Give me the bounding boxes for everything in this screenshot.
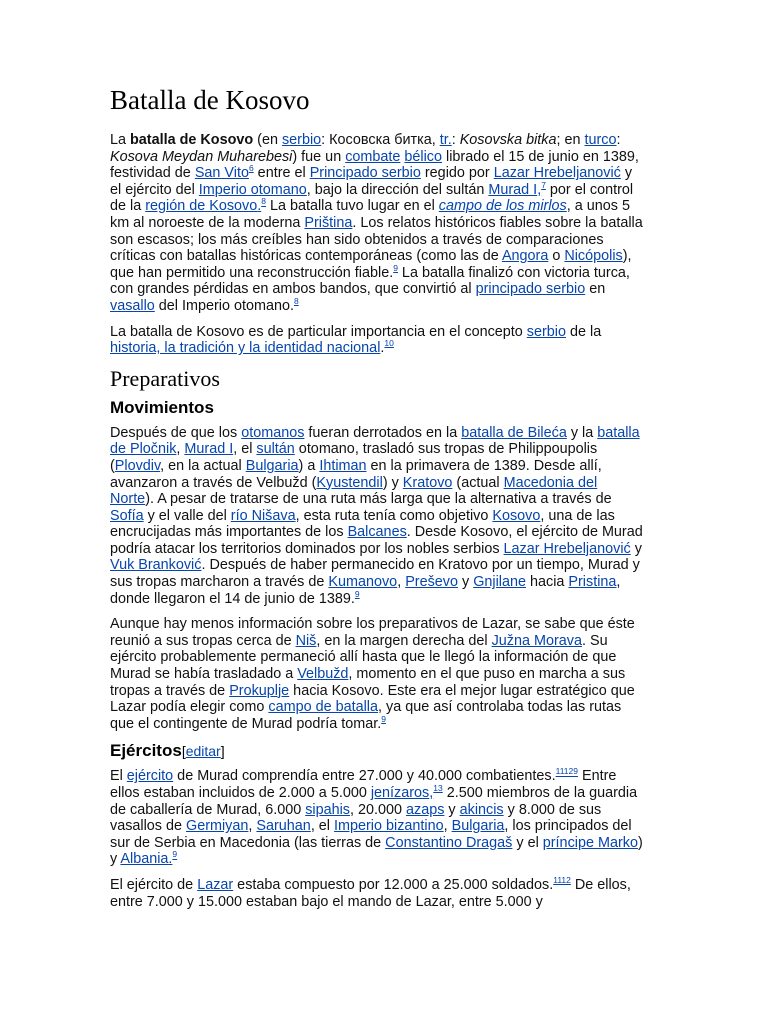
text-run: La batalla de Kosovo es de particular importancia en el concepto [110,323,527,340]
edit-link[interactable]: editar [185,743,221,760]
text-run: y el ejército del [110,165,633,198]
text-run: La batalla tuvo lugar en el [265,198,439,215]
wiki-link[interactable]: Bulgaria [245,457,299,474]
text-run: ) fue un [292,148,346,165]
wiki-link[interactable]: bélico [404,148,443,165]
wiki-link[interactable]: Niš [295,632,317,649]
reference-link[interactable]: 6 [248,163,254,174]
bold-text: batalla de Kosovo [130,132,254,148]
reference-link[interactable]: 13 [433,783,443,794]
text-run: librado el 15 de junio en 1389, festividad de [110,148,639,182]
movimientos-paragraph-2 [110,616,644,732]
wiki-link[interactable]: Prokuplje [229,682,290,699]
text-run: (actual [452,474,504,491]
wiki-link[interactable]: río Nišava [230,507,296,524]
italic-text: Kosovska bitka [459,132,557,148]
text-run: por el control de la [110,181,634,215]
text-run: , una de las encrucijadas más importantes de los [110,507,615,541]
wiki-link[interactable]: Velbužd [297,666,349,683]
wiki-link[interactable]: Saruhan [256,818,311,835]
text-run: de Murad comprendía entre 27.000 y 40.000 combatientes. [173,768,556,785]
text-run: La [110,132,131,148]
text-run: . Los relatos históricos fiables sobre la batalla son escasos; los más creíbles han sido obtenidos a través de comparaciones críticas con batallas históricas contemporáneas (como las de [110,214,643,265]
italic-text: Kosova Meydan Muharebesi [110,148,293,165]
reference-sup [384,338,393,348]
text-run: , [176,441,185,458]
wiki-link[interactable]: tr. [439,132,452,148]
wiki-link[interactable]: azaps [406,801,445,818]
wiki-link[interactable]: . [168,851,173,868]
wiki-link[interactable]: Imperio otomano [198,181,307,198]
text-run: . Su ejército probablemente permaneció allí hasta que le llegó la información de que Murad se había trasladado a [110,632,617,683]
reference-link[interactable]: 9 [172,849,178,860]
text-run: De ellos, entre 7.000 y 15.000 estaban bajo el mando de Lazar, entre 5.000 y [110,876,631,910]
page-title: Batalla de Kosovo [110,85,310,115]
article-content [110,84,644,919]
wiki-link[interactable]: Kratovo [402,474,453,491]
text-run: hacia [526,574,569,591]
text-run: : Косовска битка, [321,132,440,148]
wiki-link[interactable]: vasallo [110,297,155,314]
wiki-link[interactable]: Kosovo [492,507,541,524]
wiki-link[interactable]: jenízaros [370,785,430,801]
text-run: y el valle del [143,507,231,524]
reference-link[interactable]: 9 [381,714,386,725]
movimientos-paragraph-1 [110,425,644,608]
intro-paragraph-2 [110,324,644,357]
reference-sup [553,875,571,885]
text-run: estaba compuesto por 12.000 a 25.000 soldados. [233,876,554,893]
wiki-link[interactable]: Albania [120,851,169,868]
wiki-link[interactable]: serbio [526,323,566,340]
text-run: 2.500 miembros de la guardia de caballería de Murad, 6.000 [110,785,638,818]
wiki-link[interactable]: Imperio bizantino [334,818,444,835]
intro-paragraph-1 [110,132,644,315]
text-run: ) y [382,474,403,491]
wiki-link[interactable]: akincis [459,801,504,818]
text-run: , en la actual [160,457,246,474]
text-run: del Imperio otomano. [154,297,294,314]
text-run: regido por [420,165,494,182]
wiki-link[interactable]: Bulgaria [451,818,505,835]
wiki-link[interactable]: región de Kosovo [145,198,258,215]
section-heading-movimientos: Movimientos [110,397,214,417]
text-run: fueran derrotados en la [304,424,462,441]
text-run: y [630,540,642,557]
wiki-link[interactable]: Angora [501,248,549,265]
reference-sup [355,589,360,599]
text-run: , los principados del sur de Serbia en Macedonia (las tierras de [110,818,632,851]
reference-sup [381,714,386,724]
text-run: y [444,801,460,818]
text-run: , [397,574,406,591]
wiki-link[interactable]: príncipe Marko [542,834,638,851]
reference-link[interactable]: 9 [354,588,360,599]
wiki-link[interactable]: Murad I [184,441,234,458]
text-run: , el [310,818,335,835]
wiki-link[interactable]: Principado serbio [309,165,421,182]
text-run: El ejército de [110,876,198,893]
text-run: El [110,768,127,785]
wiki-link[interactable]: otomanos [241,424,305,441]
text-run: y 8.000 de sus vasallos de [110,801,602,835]
text-run: , 20.000 [350,801,407,818]
reference-link[interactable]: 10 [384,338,394,349]
text-run: (en [253,132,282,148]
reference-sup [433,783,442,793]
section-heading-preparativos: Preparativos [110,365,220,391]
edit-section: [editar] [181,743,225,760]
ejercitos-paragraph-2 [110,877,644,910]
text-run: , el [233,441,257,458]
text-run: : [451,132,460,148]
text-run: y la [566,424,598,441]
wiki-link[interactable]: principado serbio [475,281,586,298]
text-run: , [443,818,452,835]
text-run: ), que han permitido una reconstrucción fiable. [110,248,632,281]
text-run: y [457,574,474,591]
reference-sup [172,850,177,860]
wiki-link[interactable]: Nicópolis [564,248,623,265]
wiki-link[interactable]: Constantino Dragaš [385,834,513,851]
text-run: Entre ellos estaban incluidos de 2.000 a 5.000 [110,768,617,801]
reference-link[interactable]: 9 [393,262,398,273]
text-run: , donde llegaron el 14 de junio de 1389. [110,574,621,607]
reference-link[interactable]: 7 [541,179,546,190]
wiki-link[interactable]: historia, la tradición y la identidad nacional [110,340,381,357]
wiki-link[interactable]: campo de batalla [268,699,378,716]
text-run: entre el [253,165,310,182]
text-run: ) a [298,457,320,474]
text-run: o [548,248,565,265]
wiki-link[interactable]: combate [345,148,401,165]
text-run: , bajo la dirección del sultán [306,181,489,198]
text-run: Aunque hay menos información sobre los preparativos de Lazar, se sabe que éste reunió a sus tropas cerca de [110,616,635,649]
section-heading-ejercitos [110,741,644,761]
wiki-link[interactable]: Priština [304,214,353,231]
reference-sup [294,296,299,306]
wiki-link[interactable]: Germiyan [186,818,249,835]
wiki-link[interactable]: Macedonia del Norte [110,474,598,508]
wiki-link[interactable]: , [537,181,542,198]
text-run: ) y [110,834,643,868]
text-run: . [380,340,385,357]
wiki-link[interactable]: Kyustendil [316,474,383,491]
text-run: en la primavera de 1389. Desde allí, avanzaron a través de Velbužd ( [110,457,602,491]
wiki-link[interactable]: sipahis [305,801,350,818]
text-run: , a unos 5 km al noroeste de la moderna [110,198,630,231]
reference-link[interactable]: 8 [261,196,266,207]
wiki-link[interactable]: Sofía [110,507,144,524]
reference-link[interactable]: 1112 [553,875,571,886]
wiki-link[interactable]: serbio [281,132,322,148]
reference-link[interactable]: 11129 [555,766,578,777]
wiki-link[interactable]: Plovdiv [114,457,161,474]
wiki-link[interactable]: Murad I [488,181,538,198]
text-run: . Después de haber permanecido en Kratovo por un tiempo, Murad y sus tropas marcharon a través de [110,557,640,591]
wiki-link[interactable]: sultán [256,441,295,458]
ejercitos-title: Ejércitos [110,741,182,761]
wiki-link[interactable]: Kumanovo [328,574,398,591]
wiki-link[interactable]: Preševo [405,574,458,591]
wiki-link[interactable]: Vuk Branković [110,557,202,574]
wiki-link[interactable]: Ihtiman [319,457,367,474]
wiki-link[interactable]: campo de los mirlos [438,198,567,215]
wiki-link[interactable]: Lazar [197,876,234,893]
wiki-link[interactable]: Lazar Hrebeljanović [503,540,631,557]
text-run: , momento en el que puso en marcha a sus tropas a través de [110,666,626,699]
text-run: , [248,818,257,835]
text-run: en [585,281,606,298]
text-run: hacia Kosovo. Este era el mejor lugar estratégico que Lazar podía elegir como [110,682,635,716]
wiki-link[interactable]: ejército [126,768,174,785]
wiki-link[interactable]: Južna Morava [491,632,582,649]
text-run: , ya que así controlaba todas las rutas que el contingente de Murad podría tomar. [110,699,622,732]
wiki-link[interactable]: . [257,198,262,215]
wiki-link[interactable]: Lazar Hrebeljanović [493,165,621,182]
wiki-link[interactable]: Balcanes [347,524,407,541]
reference-link[interactable]: 8 [293,296,299,307]
wiki-link[interactable]: Pristina [568,574,617,591]
text-run: Después de que los [110,424,242,441]
text-run: , esta ruta tenía como objetivo [295,507,493,524]
text-run: ; en [556,132,585,148]
text-run: otomano, trasladó sus tropas de Philippoupolis ( [110,441,598,474]
text-run: La batalla finalizó con victoria turca, con grandes pérdidas en ambos bandos, que convirtió al [110,264,630,298]
text-run: y el [512,834,543,851]
wiki-link[interactable]: , [429,785,434,801]
wiki-link[interactable]: batalla de Pločnik [110,424,640,458]
text-run: ). A pesar de tratarse de una ruta más larga que la alternativa a través de [145,491,612,508]
text-run: , en la margen derecha del [316,632,492,649]
wiki-link[interactable]: San Vito [194,165,249,182]
ejercitos-paragraph-1 [110,768,644,868]
text-run: . Desde Kosovo, el ejército de Murad podría atacar los territorios dominados por los nobles serbios [110,524,643,557]
reference-sup [556,767,578,777]
wiki-link[interactable]: turco [584,132,617,148]
wiki-link[interactable]: batalla de Bileća [461,424,567,441]
text-run: : [616,132,621,148]
wiki-link[interactable]: Gnjilane [473,574,526,591]
text-run: de la [566,323,602,340]
